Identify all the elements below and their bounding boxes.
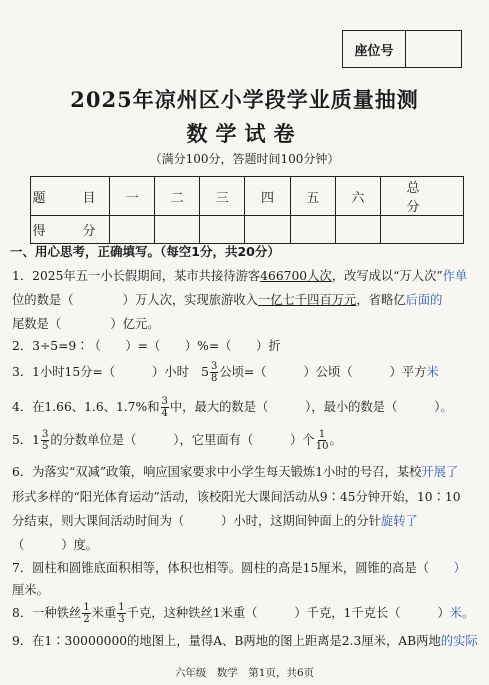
- edge-text: 的实际: [440, 634, 478, 648]
- score-input-cell[interactable]: [200, 216, 245, 244]
- score-table-cell: 二: [155, 177, 200, 216]
- seat-number-blank: [406, 31, 461, 67]
- edge-text: 作单: [442, 269, 468, 283]
- question-text: 位的数是（ ）万人次，实现旅游收入: [12, 293, 258, 307]
- question-4: [12, 395, 476, 419]
- fraction-denominator: 3: [118, 614, 125, 625]
- fraction: [117, 602, 125, 625]
- score-input-cell[interactable]: [155, 216, 200, 244]
- fraction-numerator: 1: [118, 602, 125, 613]
- question-text: 1．2025年五一小长假期间，某市共接待游客: [12, 269, 261, 283]
- question-text: 5．: [12, 433, 33, 447]
- score-table-cell: 得 分: [31, 216, 110, 244]
- score-input-cell[interactable]: [245, 216, 290, 244]
- seat-number-label: 座位号: [343, 31, 406, 67]
- fraction-denominator: 4: [161, 408, 168, 419]
- edge-text: 。: [440, 400, 453, 414]
- score-table-cell: 五: [290, 177, 335, 216]
- score-table-cell: 一: [110, 177, 155, 216]
- question-text: 9．在1∶30000000的地图上，量得A、B两地的图上距离是2.3厘米，AB两地: [12, 634, 441, 648]
- question-1-line-1: [12, 264, 476, 288]
- fraction: [161, 396, 169, 419]
- question-text: 。: [329, 433, 342, 447]
- score-table-cell: 三: [200, 177, 245, 216]
- question-text: 公顷=（ ）公顷（ ）平方: [219, 365, 427, 379]
- exam-title: 2025年凉州区小学段学业质量抽测: [70, 87, 419, 112]
- question-8: [12, 601, 476, 625]
- question-5: [12, 428, 476, 452]
- question-text: 7．圆柱和圆锥底面积相等，体积也相等。圆柱的高是15厘米，圆锥的高是（: [12, 561, 454, 575]
- fraction: [210, 361, 218, 384]
- score-table-cell: 四: [245, 177, 290, 216]
- score-table-header-row: [31, 177, 464, 216]
- fraction-numerator: 3: [161, 396, 168, 407]
- question-text: ，省略亿: [356, 293, 406, 307]
- score-table-cell: 题 目: [31, 177, 110, 216]
- question-2: 2．3÷5=9∶（ ）=（ ）%=（ ）折: [12, 339, 281, 353]
- fraction-numerator: 3: [211, 361, 218, 372]
- mixed-number-whole: 5: [201, 365, 209, 379]
- fraction-denominator: 10: [315, 441, 329, 452]
- question-9: [12, 629, 476, 653]
- question-6-line-4: （ ）度。: [12, 538, 99, 552]
- section-heading: 一、用心思考，正确填写。（每空1分，共20分）: [10, 244, 280, 259]
- edge-text: 10∶10: [416, 490, 461, 504]
- question-text: 3．1小时15分=（ ）小时: [12, 365, 202, 379]
- question-1-line-2: [12, 288, 476, 312]
- seat-number-box: [342, 30, 462, 68]
- fraction-numerator: 1: [318, 429, 326, 440]
- question-text: 8．一种铁丝: [12, 606, 82, 620]
- question-1-line-3: 尾数是（ ）亿元。: [12, 317, 160, 331]
- exam-subject: 数学试卷: [186, 121, 303, 146]
- edge-text: 米。: [449, 606, 475, 620]
- question-7-line-1: [12, 556, 476, 580]
- question-6-line-3: [12, 509, 476, 533]
- score-input-cell[interactable]: [381, 216, 464, 244]
- fraction: [316, 429, 329, 452]
- exam-note: （满分100分，答题时间100分钟）: [149, 152, 340, 166]
- edge-text: 开展了: [421, 465, 459, 479]
- fraction: [82, 602, 90, 625]
- question-text: 6．为落实“双减”政策，响应国家要求中小学生每天锻炼1小时的号召，某校: [12, 465, 422, 479]
- fraction: [41, 429, 49, 452]
- question-6-line-2: [12, 485, 476, 509]
- score-table: [30, 176, 469, 244]
- edge-text: 米: [426, 365, 439, 379]
- question-7-line-2: 厘米。: [12, 583, 49, 597]
- edge-text: 旋转了: [380, 514, 418, 528]
- question-text: 4．在1.66、1.6、1.7%和: [12, 400, 160, 414]
- fraction-numerator: 3: [41, 429, 49, 440]
- score-table-score-row: [31, 216, 464, 244]
- question-6-line-1: [12, 460, 476, 484]
- score-input-cell[interactable]: [110, 216, 155, 244]
- page-footer: 六年级 数学 第1页，共6页: [174, 667, 315, 679]
- question-text: 分结束，则大课间活动时间为（ ）小时，这期间钟面上的分针: [12, 514, 381, 528]
- edge-text: 后面的: [405, 293, 443, 307]
- underlined-text: 一亿七千四百万元: [257, 293, 357, 307]
- question-3: [12, 360, 476, 384]
- score-table-cell: 六: [335, 177, 380, 216]
- fraction-numerator: 1: [83, 602, 90, 613]
- question-text: 的分数单位是（ ），它里面有（ ）个: [50, 433, 315, 447]
- fraction-denominator: 8: [211, 373, 218, 384]
- score-table-cell: 总 分: [381, 177, 464, 216]
- question-text: 千克，这种铁丝1米重（ ）千克，1千克长（ ）: [126, 606, 450, 620]
- underlined-text: 466700人次: [260, 269, 332, 283]
- question-text: 中，最大的数是（ ），最小的数是（ ）: [169, 400, 441, 414]
- mixed-number-whole: 1: [32, 433, 40, 447]
- score-input-cell[interactable]: [290, 216, 335, 244]
- fraction-denominator: 2: [83, 614, 90, 625]
- fraction-denominator: 5: [41, 441, 49, 452]
- edge-text: ）: [453, 561, 466, 575]
- score-input-cell[interactable]: [335, 216, 380, 244]
- question-text: ，改写成以“万人次”: [331, 269, 443, 283]
- question-text: 形式多样的“阳光体育运动”活动，该校阳光大课间活动从9∶45分钟开始，: [12, 490, 417, 504]
- question-text: 米重: [91, 606, 117, 620]
